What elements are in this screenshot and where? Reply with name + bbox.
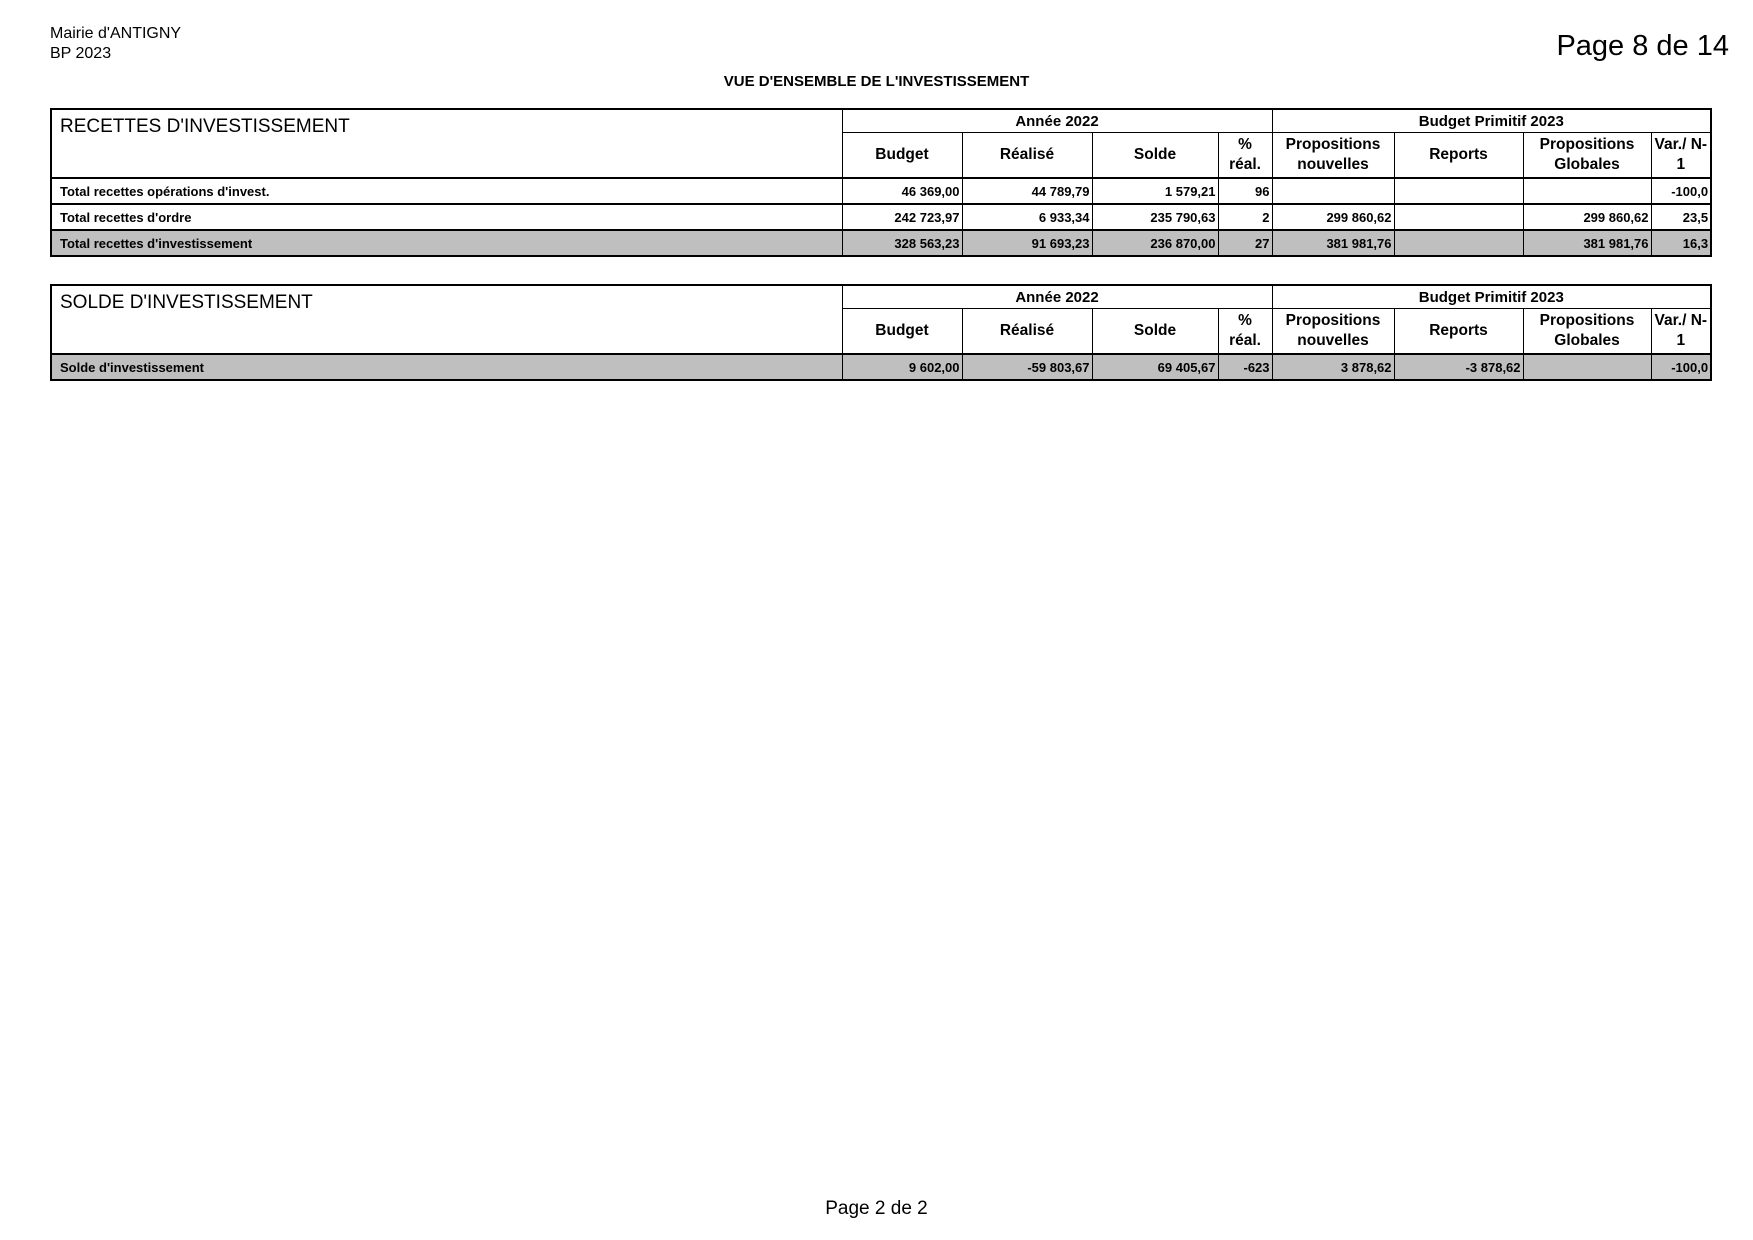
cell-reports	[1394, 230, 1523, 256]
cell-reports	[1394, 204, 1523, 230]
cell-solde: 236 870,00	[1092, 230, 1218, 256]
solde-section-title: SOLDE D'INVESTISSEMENT	[51, 285, 842, 354]
cell-prop-glob	[1523, 354, 1651, 380]
document-title: VUE D'ENSEMBLE DE L'INVESTISSEMENT	[723, 73, 1030, 90]
row-label: Total recettes d'investissement	[51, 230, 842, 256]
cell-var: 23,5	[1651, 204, 1711, 230]
group-header-2022: Année 2022	[842, 109, 1272, 133]
table-row	[51, 204, 1711, 230]
table-row-total	[51, 230, 1711, 256]
col-propositions-globales: Propositions Globales	[1523, 133, 1651, 179]
group-header-2023: Budget Primitif 2023	[1272, 109, 1711, 133]
document-header	[50, 24, 181, 64]
cell-reports	[1394, 178, 1523, 204]
cell-solde: 69 405,67	[1092, 354, 1218, 380]
cell-budget: 328 563,23	[842, 230, 962, 256]
cell-var: -100,0	[1651, 178, 1711, 204]
cell-prop-nouv: 3 878,62	[1272, 354, 1394, 380]
col-propositions-nouvelles: Propositions nouvelles	[1272, 133, 1394, 179]
table-row-total	[51, 354, 1711, 380]
col-propositions-nouvelles: Propositions nouvelles	[1272, 309, 1394, 355]
col-pct-real: % réal.	[1218, 309, 1272, 355]
cell-prop-glob	[1523, 178, 1651, 204]
org-name: Mairie d'ANTIGNY	[50, 25, 182, 42]
page-number: Page 8 de 14	[1556, 30, 1729, 62]
budget-label: BP 2023	[50, 45, 112, 62]
cell-solde: 235 790,63	[1092, 204, 1218, 230]
cell-budget: 9 602,00	[842, 354, 962, 380]
solde-table	[50, 284, 1712, 381]
cell-prop-glob: 299 860,62	[1523, 204, 1651, 230]
row-label: Total recettes d'ordre	[51, 204, 842, 230]
col-solde: Solde	[1092, 309, 1218, 355]
cell-budget: 46 369,00	[842, 178, 962, 204]
col-budget: Budget	[842, 309, 962, 355]
col-reports: Reports	[1394, 133, 1523, 179]
group-header-2023: Budget Primitif 2023	[1272, 285, 1711, 309]
cell-prop-nouv: 299 860,62	[1272, 204, 1394, 230]
cell-prop-glob: 381 981,76	[1523, 230, 1651, 256]
cell-realise: 44 789,79	[962, 178, 1092, 204]
cell-solde: 1 579,21	[1092, 178, 1218, 204]
cell-pct: 96	[1218, 178, 1272, 204]
cell-realise: 91 693,23	[962, 230, 1092, 256]
cell-pct: 2	[1218, 204, 1272, 230]
cell-pct: 27	[1218, 230, 1272, 256]
cell-realise: 6 933,34	[962, 204, 1092, 230]
row-label: Total recettes opérations d'invest.	[51, 178, 842, 204]
cell-pct: -623	[1218, 354, 1272, 380]
col-var: Var./ N-1	[1651, 133, 1711, 179]
col-pct-real: % réal.	[1218, 133, 1272, 179]
group-header-2022: Année 2022	[842, 285, 1272, 309]
col-reports: Reports	[1394, 309, 1523, 355]
cell-budget: 242 723,97	[842, 204, 962, 230]
recettes-section-title: RECETTES D'INVESTISSEMENT	[51, 109, 842, 178]
col-var: Var./ N-1	[1651, 309, 1711, 355]
cell-prop-nouv: 381 981,76	[1272, 230, 1394, 256]
col-propositions-globales: Propositions Globales	[1523, 309, 1651, 355]
col-budget: Budget	[842, 133, 962, 179]
recettes-table	[50, 108, 1712, 257]
col-realise: Réalisé	[962, 133, 1092, 179]
table-row	[51, 178, 1711, 204]
page-footer: Page 2 de 2	[825, 1198, 928, 1219]
cell-realise: -59 803,67	[962, 354, 1092, 380]
cell-reports: -3 878,62	[1394, 354, 1523, 380]
cell-prop-nouv	[1272, 178, 1394, 204]
cell-var: -100,0	[1651, 354, 1711, 380]
row-label: Solde d'investissement	[51, 354, 842, 380]
col-solde: Solde	[1092, 133, 1218, 179]
cell-var: 16,3	[1651, 230, 1711, 256]
col-realise: Réalisé	[962, 309, 1092, 355]
